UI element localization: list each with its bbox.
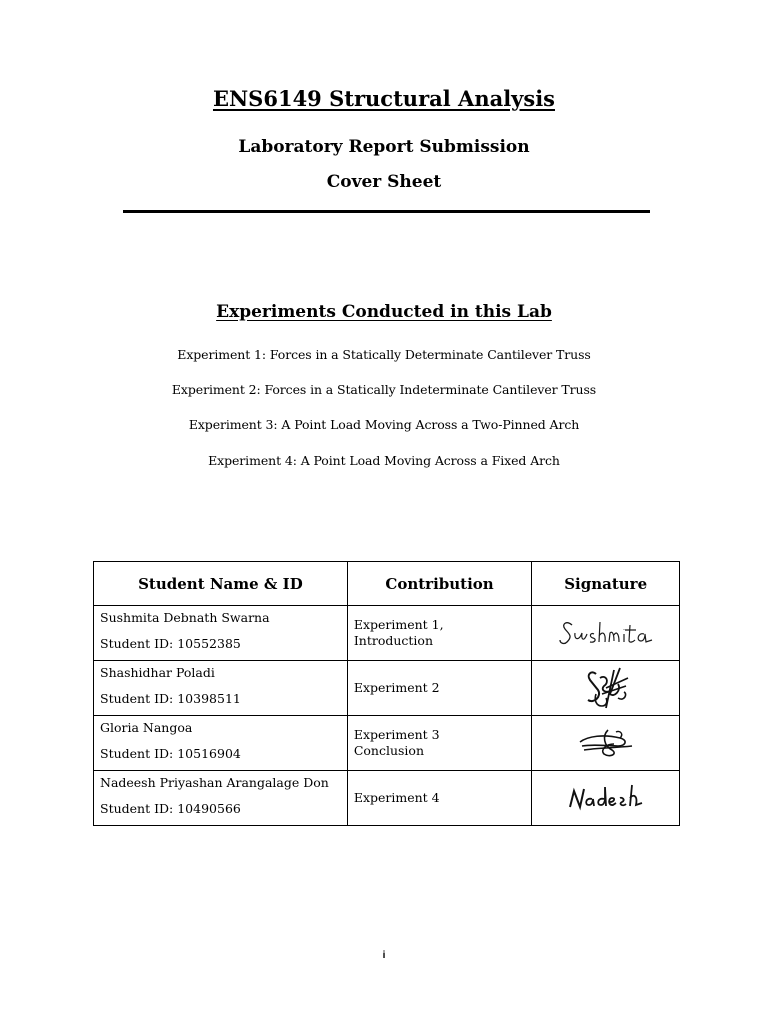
student-cell xyxy=(94,661,348,716)
student-id: Student ID: 10552385 xyxy=(100,636,241,651)
signature-shashidhar xyxy=(576,664,636,712)
experiment-item: Experiment 2: Forces in a Statically Indeterminate Cantilever Truss xyxy=(171,382,597,397)
experiment-item: Experiment 4: A Point Load Moving Across a Fixed Arch xyxy=(208,453,560,468)
student-name: Nadeesh Priyashan Arangalage Don xyxy=(100,775,329,790)
header-signature: Signature xyxy=(532,562,680,606)
table-header-row xyxy=(94,562,680,606)
header-student-name: Student Name & ID xyxy=(94,562,348,606)
signature-cell xyxy=(532,716,680,771)
table-row xyxy=(94,661,680,716)
contribution-cell xyxy=(347,771,531,826)
student-name: Gloria Nangoa xyxy=(100,720,193,735)
document-subtitle: Laboratory Report Submission xyxy=(238,137,530,157)
student-id: Student ID: 10398511 xyxy=(100,691,241,706)
horizontal-rule xyxy=(123,210,650,213)
student-cell xyxy=(94,606,348,661)
contribution-text: Experiment 4 xyxy=(353,790,440,805)
contribution-cell xyxy=(347,606,531,661)
signature-cell xyxy=(532,661,680,716)
contribution-text: Experiment 2 xyxy=(353,680,440,695)
page-number: i xyxy=(382,950,386,961)
student-id: Student ID: 10490566 xyxy=(100,801,241,816)
student-cell xyxy=(94,771,348,826)
experiments-heading: Experiments Conducted in this Lab xyxy=(216,302,552,322)
student-name: Sushmita Debnath Swarna xyxy=(100,610,270,625)
student-contribution-table xyxy=(93,561,680,826)
student-id: Student ID: 10516904 xyxy=(100,746,241,761)
table-row xyxy=(94,771,680,826)
signature-cell xyxy=(532,606,680,661)
contribution-text: Experiment 1, xyxy=(353,617,444,632)
signature-cell xyxy=(532,771,680,826)
contribution-text: Experiment 3 xyxy=(353,727,440,742)
experiment-item: Experiment 3: A Point Load Moving Across a Two-Pinned Arch xyxy=(188,417,580,432)
signature-nadeesh xyxy=(566,781,646,815)
header-contribution: Contribution xyxy=(347,562,531,606)
contribution-cell xyxy=(347,661,531,716)
table-row xyxy=(94,606,680,661)
experiment-item: Experiment 1: Forces in a Statically Determinate Cantilever Truss xyxy=(177,347,591,362)
contribution-text: Conclusion xyxy=(353,743,425,758)
contribution-cell xyxy=(347,716,531,771)
student-cell xyxy=(94,716,348,771)
document-title: ENS6149 Structural Analysis xyxy=(212,86,555,111)
signature-gloria xyxy=(574,726,638,760)
contribution-text: Introduction xyxy=(353,633,433,648)
table-row xyxy=(94,716,680,771)
student-name: Shashidhar Poladi xyxy=(100,665,215,680)
cover-sheet-label: Cover Sheet xyxy=(326,172,442,192)
signature-sushmita xyxy=(558,616,654,650)
